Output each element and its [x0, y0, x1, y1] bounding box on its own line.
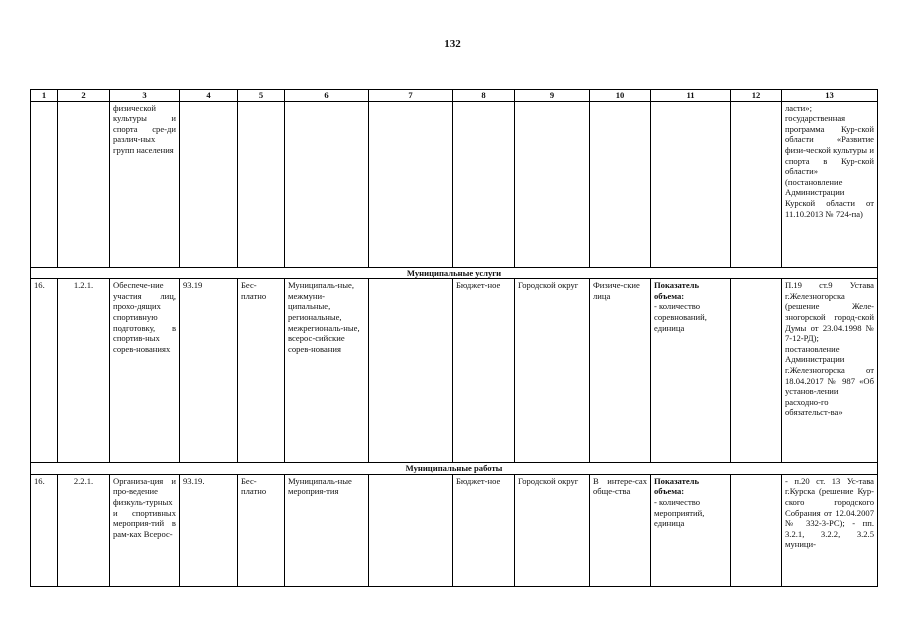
- column-number: 9: [515, 90, 590, 102]
- table-cell: 93.19.: [180, 474, 238, 586]
- table-cell: [731, 279, 782, 463]
- table-cell: Городской округ: [515, 279, 590, 463]
- table-cell: Бюджет-ное: [453, 474, 515, 586]
- column-number: 10: [590, 90, 651, 102]
- table-cell: Организа-ция и про-ведение физкуль-турных и спортивных мероприя-тий в рам-ках Всерос-: [110, 474, 180, 586]
- table-cell: [651, 279, 731, 463]
- section-title: Муниципальные работы: [31, 463, 878, 475]
- column-number: 5: [238, 90, 285, 102]
- table-cell: - п.20 ст. 13 Ус-тава г.Курска (решение Кур-ского городского Собрания от 12.04.2007 № 332-3-РС); - пп. 3.2.1, 3.2.2, 3.2.5 муници-: [782, 474, 878, 586]
- table-cell: [453, 101, 515, 267]
- table-cell: [651, 474, 731, 586]
- table-cell: [369, 101, 453, 267]
- table-cell: Муниципаль-ные мероприя-тия: [285, 474, 369, 586]
- table-cell: [31, 101, 58, 267]
- table-cell: [180, 101, 238, 267]
- table-cell: [238, 101, 285, 267]
- table-cell: Обеспече-ние участия лиц, прохо-дящих спортивную подготовку, в спортив-ных сорев-нованиях: [110, 279, 180, 463]
- table-cell: Бес-платно: [238, 474, 285, 586]
- table-row: [31, 474, 878, 586]
- table-cell: [515, 101, 590, 267]
- section-header-row: [31, 267, 878, 279]
- table-cell: 2.2.1.: [58, 474, 110, 586]
- register-table: [30, 89, 878, 587]
- table-cell: 16.: [31, 474, 58, 586]
- table-cell: [590, 101, 651, 267]
- table-cell: Бюджет-ное: [453, 279, 515, 463]
- table-cell: Бес-платно: [238, 279, 285, 463]
- table-cell: [731, 101, 782, 267]
- table-cell: [651, 101, 731, 267]
- indicator-body: - количество соревнований, единица: [654, 301, 707, 333]
- column-number: 8: [453, 90, 515, 102]
- table-cell: 1.2.1.: [58, 279, 110, 463]
- table-cell: физической культуры и спорта сре-ди различ-ных групп населения: [110, 101, 180, 267]
- continuation-row: [31, 101, 878, 267]
- table-cell: [369, 474, 453, 586]
- column-number-row: [31, 90, 878, 102]
- indicator-body: - количество мероприятий, единица: [654, 496, 705, 529]
- table-row: [31, 279, 878, 463]
- column-number: 7: [369, 90, 453, 102]
- table-cell: ласти»; государственная программа Кур-ской области «Развитие физи-ческой культуры и спорта в Кур-ской области» (постановление Администрации Курской области от 11.10.2013 № 724-па): [782, 101, 878, 267]
- table-cell: [731, 474, 782, 586]
- page-number: 132: [444, 38, 461, 50]
- table-cell: [369, 279, 453, 463]
- table-cell: 93.19: [180, 279, 238, 463]
- table-cell: В интере-сах обще-ства: [590, 474, 651, 586]
- column-number: 13: [782, 90, 878, 102]
- indicator-title: Показатель объема:: [654, 280, 700, 301]
- indicator-title: Показатель объема:: [654, 475, 700, 497]
- column-number: 12: [731, 90, 782, 102]
- column-number: 4: [180, 90, 238, 102]
- table-cell: 16.: [31, 279, 58, 463]
- table-cell: Городской округ: [515, 474, 590, 586]
- column-number: 3: [110, 90, 180, 102]
- table-cell: [58, 101, 110, 267]
- column-number: 11: [651, 90, 731, 102]
- column-number: 2: [58, 90, 110, 102]
- table-cell: [285, 101, 369, 267]
- section-title: Муниципальные услуги: [31, 267, 878, 279]
- section-header-row: [31, 463, 878, 475]
- column-number: 1: [31, 90, 58, 102]
- column-number: 6: [285, 90, 369, 102]
- table-cell: Муниципаль-ные, межмуни-ципальные, региональные, межрегиональ-ные, всерос-сийские сорев-нования: [285, 279, 369, 463]
- table-cell: П.19 ст.9 Устава г.Железногорска (решение Желе-зногорской город-ской Думы от 23.04.1998 № 7-12-РД); постановление Администрации г.Железногорска от 18.04.2017 № 987 «Об установ-лении расходно-го обязательст-ва»: [782, 279, 878, 463]
- table-cell: Физиче-ские лица: [590, 279, 651, 463]
